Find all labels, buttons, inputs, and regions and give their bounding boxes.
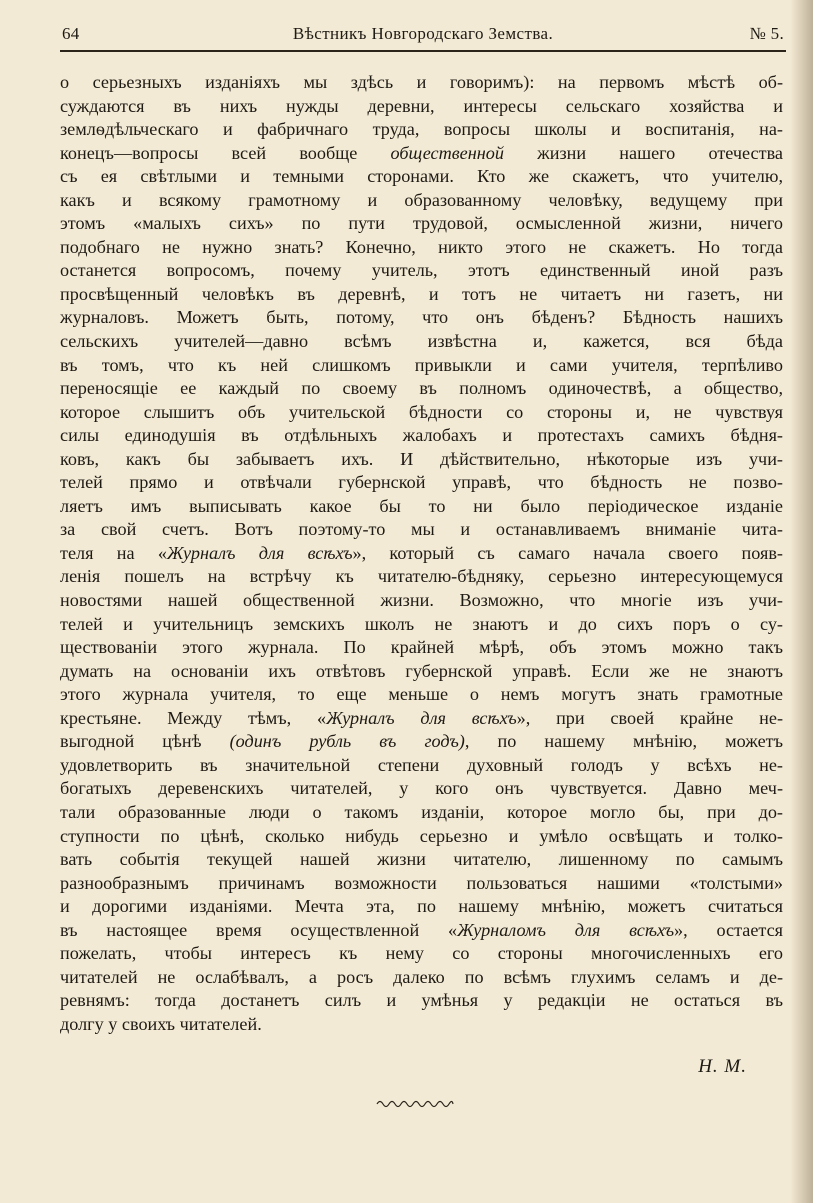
text-segment: силы единодушія въ отдѣльныхъ жалобахъ и протестахъ самихъ бѣдня- xyxy=(60,425,783,446)
italic-segment: (одинъ рубль въ годъ) xyxy=(229,731,465,752)
article-body xyxy=(60,71,783,1036)
text-line xyxy=(60,306,783,330)
text-segment: телей прямо и отвѣчали губернской управѣ, что бѣдность не позво- xyxy=(60,472,783,493)
text-line xyxy=(60,966,783,990)
text-segment: конецъ—вопросы всей вообще xyxy=(60,142,391,163)
text-segment: ленія пошелъ на встрѣчу къ читателю-бѣдняку, серьезно интересующемуся xyxy=(60,566,783,587)
text-segment: телей и учительницъ земскихъ школъ не знаютъ и до сихъ поръ о су- xyxy=(60,613,783,634)
text-line xyxy=(60,730,783,754)
text-line xyxy=(60,1013,783,1037)
text-line xyxy=(60,989,783,1013)
italic-segment: Журналомъ для всѣхъ xyxy=(457,919,675,940)
text-segment: новостями нашей общественной жизни. Возможно, что многіе изъ учи- xyxy=(60,590,783,611)
text-segment: переносящіе ее каждый по своему въ полномъ одиночествѣ, а общество, xyxy=(60,378,783,399)
text-segment: думать на основаніи ихъ отвѣтовъ губернской управѣ. Если же не знаютъ xyxy=(60,660,783,681)
text-segment: ступности по цѣнѣ, сколько нибудь серьезно и умѣло освѣщать и толко- xyxy=(60,825,783,846)
text-line xyxy=(60,165,783,189)
text-segment: въ томъ, что къ ней слишкомъ привыкли и сами учителя, терпѣливо xyxy=(60,354,783,375)
text-segment: крестьяне. Между тѣмъ, « xyxy=(60,707,327,728)
text-segment: какъ и всякому грамотному и образованному человѣку, ведущему при xyxy=(60,189,783,210)
text-line xyxy=(60,754,783,778)
text-line xyxy=(60,683,783,707)
text-line xyxy=(60,95,783,119)
text-line xyxy=(60,354,783,378)
text-line xyxy=(60,377,783,401)
text-line xyxy=(60,848,783,872)
text-segment: теля на « xyxy=(60,542,167,563)
text-segment: выгодной цѣнѣ xyxy=(60,731,230,752)
text-line xyxy=(60,71,783,95)
text-line xyxy=(60,825,783,849)
issue-number: № 5. xyxy=(749,24,784,43)
text-line xyxy=(60,401,783,425)
text-segment: », при своей крайне не- xyxy=(516,707,783,728)
text-segment: просвѣщенный человѣкъ въ деревнѣ, и тотъ не читаетъ ни газетъ, ни xyxy=(60,283,783,304)
text-segment: пожелать, чтобы интересъ къ нему со стороны многочисленныхъ его xyxy=(60,943,783,964)
text-segment: въ настоящее время осуществленной « xyxy=(60,919,458,940)
italic-segment: Журналъ для всѣхъ xyxy=(166,542,353,563)
text-segment: , по нашему мнѣнію, можетъ xyxy=(464,731,783,752)
text-line xyxy=(60,118,783,142)
text-segment: богатыхъ деревенскихъ читателей, у кого онъ чувствуется. Давно меч- xyxy=(60,778,783,799)
text-line xyxy=(60,542,783,566)
text-segment: журналовъ. Можетъ быть, потому, что онъ бѣденъ? Бѣдность нашихъ xyxy=(60,307,783,328)
text-line xyxy=(60,495,783,519)
text-line xyxy=(60,942,783,966)
text-line xyxy=(60,448,783,472)
text-segment: сельскихъ учителей—давно всѣмъ извѣстна и, кажется, вся бѣда xyxy=(60,331,783,352)
text-segment: суждаются въ нихъ нужды деревни, интересы сельскаго хозяйства и xyxy=(60,95,783,116)
italic-segment: общественной xyxy=(390,142,504,163)
end-ornament xyxy=(375,1098,455,1108)
text-segment: ществованіи этого журнала. По крайней мѣрѣ, объ этомъ можно такъ xyxy=(60,637,783,658)
text-line xyxy=(60,189,783,213)
text-line xyxy=(60,895,783,919)
text-line xyxy=(60,283,783,307)
text-line xyxy=(60,613,783,637)
text-segment: этомъ «малыхъ сихъ» по пути трудовой, осмысленной жизни, ничего xyxy=(60,213,783,234)
text-segment: ревнямъ: тогда достанетъ силъ и умѣнья у редакціи не остаться въ xyxy=(60,990,783,1011)
text-segment: землѳдѣльческаго и фабричнаго труда, вопросы школы и воспитанія, на- xyxy=(60,119,783,140)
page-header xyxy=(60,20,786,52)
text-segment: ляетъ имъ выписывать какое бы то ни было періодическое изданіе xyxy=(60,495,783,516)
text-segment: и дорогими изданіями. Мечта эта, по нашему мнѣнію, можетъ считаться xyxy=(60,896,783,917)
text-segment: тали образованные люди о такомъ изданіи, которое могло бы, при до- xyxy=(60,801,783,822)
text-line xyxy=(60,212,783,236)
text-segment: съ ея свѣтлыми и темными сторонами. Кто же скажетъ, что учителю, xyxy=(60,166,783,187)
journal-title: Вѣстникъ Новгородскаго Земства. xyxy=(292,24,554,43)
text-segment: о серьезныхъ изданіяхъ мы здѣсь и говоримъ): на первомъ мѣстѣ об- xyxy=(60,72,783,92)
text-line xyxy=(60,660,783,684)
text-segment: за свой счетъ. Вотъ поэтому-то мы и останавливаемъ вниманіе чита- xyxy=(60,519,783,540)
text-line xyxy=(60,777,783,801)
text-line xyxy=(60,424,783,448)
text-segment: разнообразнымъ причинамъ возможности пользоваться нашими «толстыми» xyxy=(60,872,783,893)
text-segment: долгу у своихъ читателей. xyxy=(60,1013,262,1034)
text-line xyxy=(60,330,783,354)
text-segment: читателей не ослабѣвалъ, а росъ далеко по всѣмъ глухимъ селамъ и де- xyxy=(60,966,783,987)
text-line xyxy=(60,518,783,542)
text-segment: подобнаго не нужно знать? Конечно, никто этого не скажетъ. Но тогда xyxy=(60,236,783,257)
text-line xyxy=(60,872,783,896)
text-segment: жизни нашего отечества xyxy=(503,142,783,163)
text-line xyxy=(60,565,783,589)
text-line xyxy=(60,236,783,260)
text-line xyxy=(60,919,783,943)
text-segment: этого журнала учителя, то еще меньше о немъ могутъ знать грамотные xyxy=(60,684,783,705)
text-line xyxy=(60,707,783,731)
text-segment: ковъ, какъ бы забываетъ ихъ. И дѣйствительно, нѣкоторые изъ учи- xyxy=(60,448,783,469)
text-line xyxy=(60,636,783,660)
text-line xyxy=(60,259,783,283)
text-line xyxy=(60,471,783,495)
page-number: 64 xyxy=(62,24,80,43)
text-segment: », который съ самаго начала своего появ- xyxy=(352,542,783,563)
text-segment: », остается xyxy=(674,919,784,940)
text-segment: останется вопросомъ, почему учитель, этотъ единственный иной разъ xyxy=(60,260,783,281)
text-line xyxy=(60,142,783,166)
text-segment: вать событія текущей нашей жизни читателю, лишенному по самымъ xyxy=(60,849,783,870)
text-line xyxy=(60,801,783,825)
text-line xyxy=(60,589,783,613)
italic-segment: Журналъ для всѣхъ xyxy=(326,707,517,728)
text-segment: которое слышитъ объ учительской бѣдности со стороны и, не чувствуя xyxy=(60,401,783,422)
author-signature: Н. М. xyxy=(698,1056,747,1077)
text-segment: удовлетворить въ значительной степени духовный голодъ у всѣхъ не- xyxy=(60,754,783,775)
